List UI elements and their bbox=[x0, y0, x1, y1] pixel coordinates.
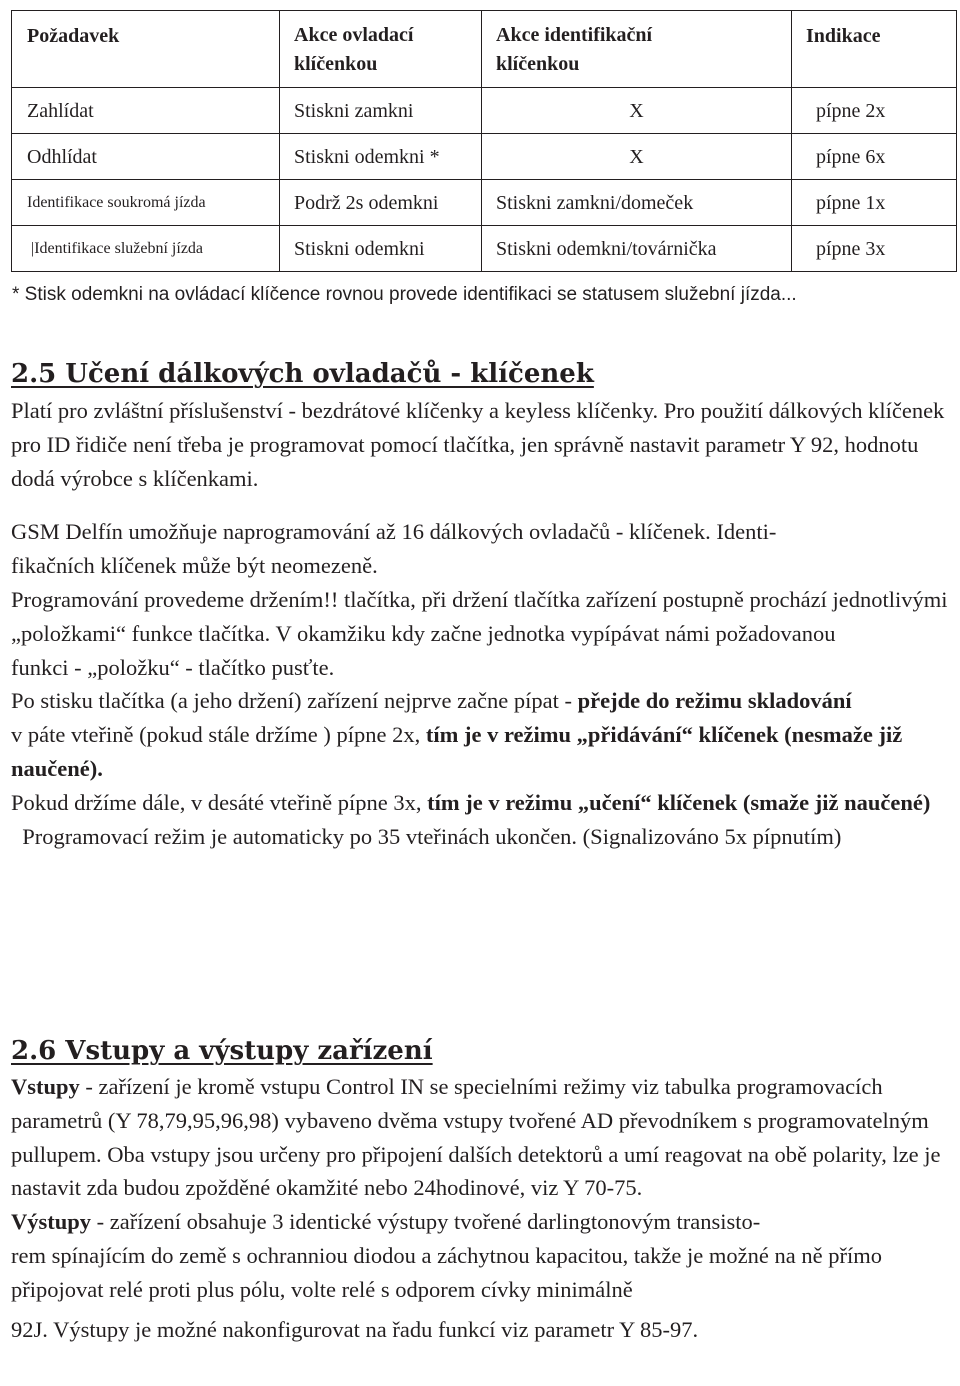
text-run: Po stisku tlačítka (a jeho držení) zařízení nejprve začne pípat - bbox=[11, 688, 578, 714]
inputs-label: Vstupy bbox=[11, 1074, 80, 1099]
cell-control-action: Podrž 2s odemkni bbox=[280, 180, 482, 226]
emphasis: tím je v režimu „přidávání“ klíčenek (nesmaže již naučené). bbox=[11, 722, 903, 781]
emphasis: přejde do režimu skladování bbox=[577, 688, 852, 714]
paragraph bbox=[11, 684, 956, 718]
cell-ident-action: X bbox=[482, 88, 792, 134]
cell-control-action: Stiskni zamkni bbox=[280, 88, 482, 134]
paragraph-line: fikačních klíčenek může být neomezeně. bbox=[11, 553, 378, 579]
cell-request: Identifikace soukromá jízda bbox=[12, 180, 280, 226]
emphasis: tím je v režimu „učení“ klíčenek (smaže již naučené) bbox=[427, 789, 931, 815]
cell-indication: pípne 6x bbox=[792, 134, 957, 180]
table-row bbox=[12, 226, 957, 272]
paragraph bbox=[11, 786, 956, 820]
cell-ident-action: Stiskni zamkni/domeček bbox=[482, 180, 792, 226]
paragraph-line: GSM Delfín umožňuje naprogramování až 16 dálkových ovladačů - klíčenek. Identi- bbox=[11, 519, 777, 545]
table-row bbox=[12, 134, 957, 180]
cell-indication: pípne 3x bbox=[792, 226, 957, 272]
header-control-key-line2: klíčenkou bbox=[294, 53, 378, 75]
cell-control-action: Stiskni odemkni bbox=[280, 226, 482, 272]
paragraph: Platí pro zvláštní příslušenství - bezdrátové klíčenky a keyless klíčenky. Pro použití dálkových klíčenek pro ID řidiče není třeba je programovat pomocí tlačítka, jen správně nastavit parametr Y 92, hodnotu dodá výrobce s klíčenkami. bbox=[11, 398, 945, 491]
paragraph bbox=[11, 515, 956, 583]
section-2-5-body bbox=[11, 394, 956, 853]
text-run: v páte vteřině (pokud stále držíme ) pípne 2x, bbox=[11, 722, 426, 748]
outputs-label: Výstupy bbox=[11, 1209, 92, 1235]
table-row bbox=[12, 88, 957, 134]
header-control-key bbox=[280, 11, 482, 88]
paragraph: Programovací režim je automaticky po 35 vteřinách ukončen. (Signalizováno 5x pípnutím) bbox=[11, 823, 842, 849]
cell-request: Zahlídat bbox=[12, 88, 280, 134]
text-run: rem spínajícím do země s ochranniou diodou a záchytnou kapacitou, takže je možné na ně přímo připojovat relé proti plus pólu, volte relé s odporem cívky minimálně bbox=[11, 1242, 882, 1302]
section-heading-2-5: 2.5 Učení dálkových ovladačů - klíčenek bbox=[11, 359, 594, 389]
cell-indication: pípne 1x bbox=[792, 180, 957, 226]
paragraph: funkci - „položku“ - tlačítko pusťte. bbox=[11, 654, 335, 680]
header-ident-key bbox=[482, 11, 792, 88]
table-footnote: * Stisk odemkni na ovládací klíčence rovnou provede identifikaci se statusem služební jízda... bbox=[12, 284, 797, 305]
function-table bbox=[11, 10, 957, 272]
header-ident-key-line2: klíčenkou bbox=[496, 53, 580, 75]
cell-control-action: Stiskni odemkni * bbox=[280, 134, 482, 180]
text-run: Pokud držíme dále, v desáté vteřině pípne 3x, bbox=[11, 789, 428, 815]
header-indication: Indikace bbox=[792, 11, 957, 88]
cell-request: Odhlídat bbox=[12, 134, 280, 180]
paragraph bbox=[11, 718, 956, 786]
cell-request: |Identifikace služební jízda bbox=[12, 226, 280, 272]
paragraph: 92J. Výstupy je možné nakonfigurovat na řadu funkcí viz parametr Y 85-97. bbox=[11, 1316, 699, 1342]
table-row bbox=[12, 180, 957, 226]
header-ident-key-line1: Akce identifikační bbox=[496, 24, 653, 46]
text-run: - zařízení obsahuje 3 identické výstupy tvořené darlingtonovým transisto- bbox=[91, 1209, 761, 1235]
header-control-key-line1: Akce ovladací bbox=[294, 24, 414, 46]
section-2-6-body bbox=[11, 1070, 956, 1346]
cell-ident-action: X bbox=[482, 134, 792, 180]
text-run: - zařízení je kromě vstupu Control IN se specielními režimy viz tabulka programovacích parametrů (Y 78,79,95,96,98) vybaveno dvěma vstupy tvořené AD převodníkem s programovatelným pullupem. Oba vstupy jsou určeny pro připojení dalších detektorů a umí reagovat na obě polarity, lze je nastavit zda budou zpožděné okamžité nebo 24hodinové, viz Y 70-75. bbox=[11, 1074, 941, 1201]
table-header-row bbox=[12, 11, 957, 88]
header-request: Požadavek bbox=[12, 11, 280, 88]
paragraph bbox=[11, 1070, 956, 1205]
section-heading-2-6: 2.6 Vstupy a výstupy zařízení bbox=[11, 1036, 433, 1066]
paragraph bbox=[11, 1205, 956, 1306]
cell-ident-action: Stiskni odemkni/továrnička bbox=[482, 226, 792, 272]
cell-indication: pípne 2x bbox=[792, 88, 957, 134]
paragraph: Programování provedeme držením!! tlačítka, při držení tlačítka zařízení postupně prochází jednotlivými „položkami“ funkce tlačítka. V okamžiku kdy začne jednotka vypípávat námi požadovanou bbox=[11, 586, 948, 646]
